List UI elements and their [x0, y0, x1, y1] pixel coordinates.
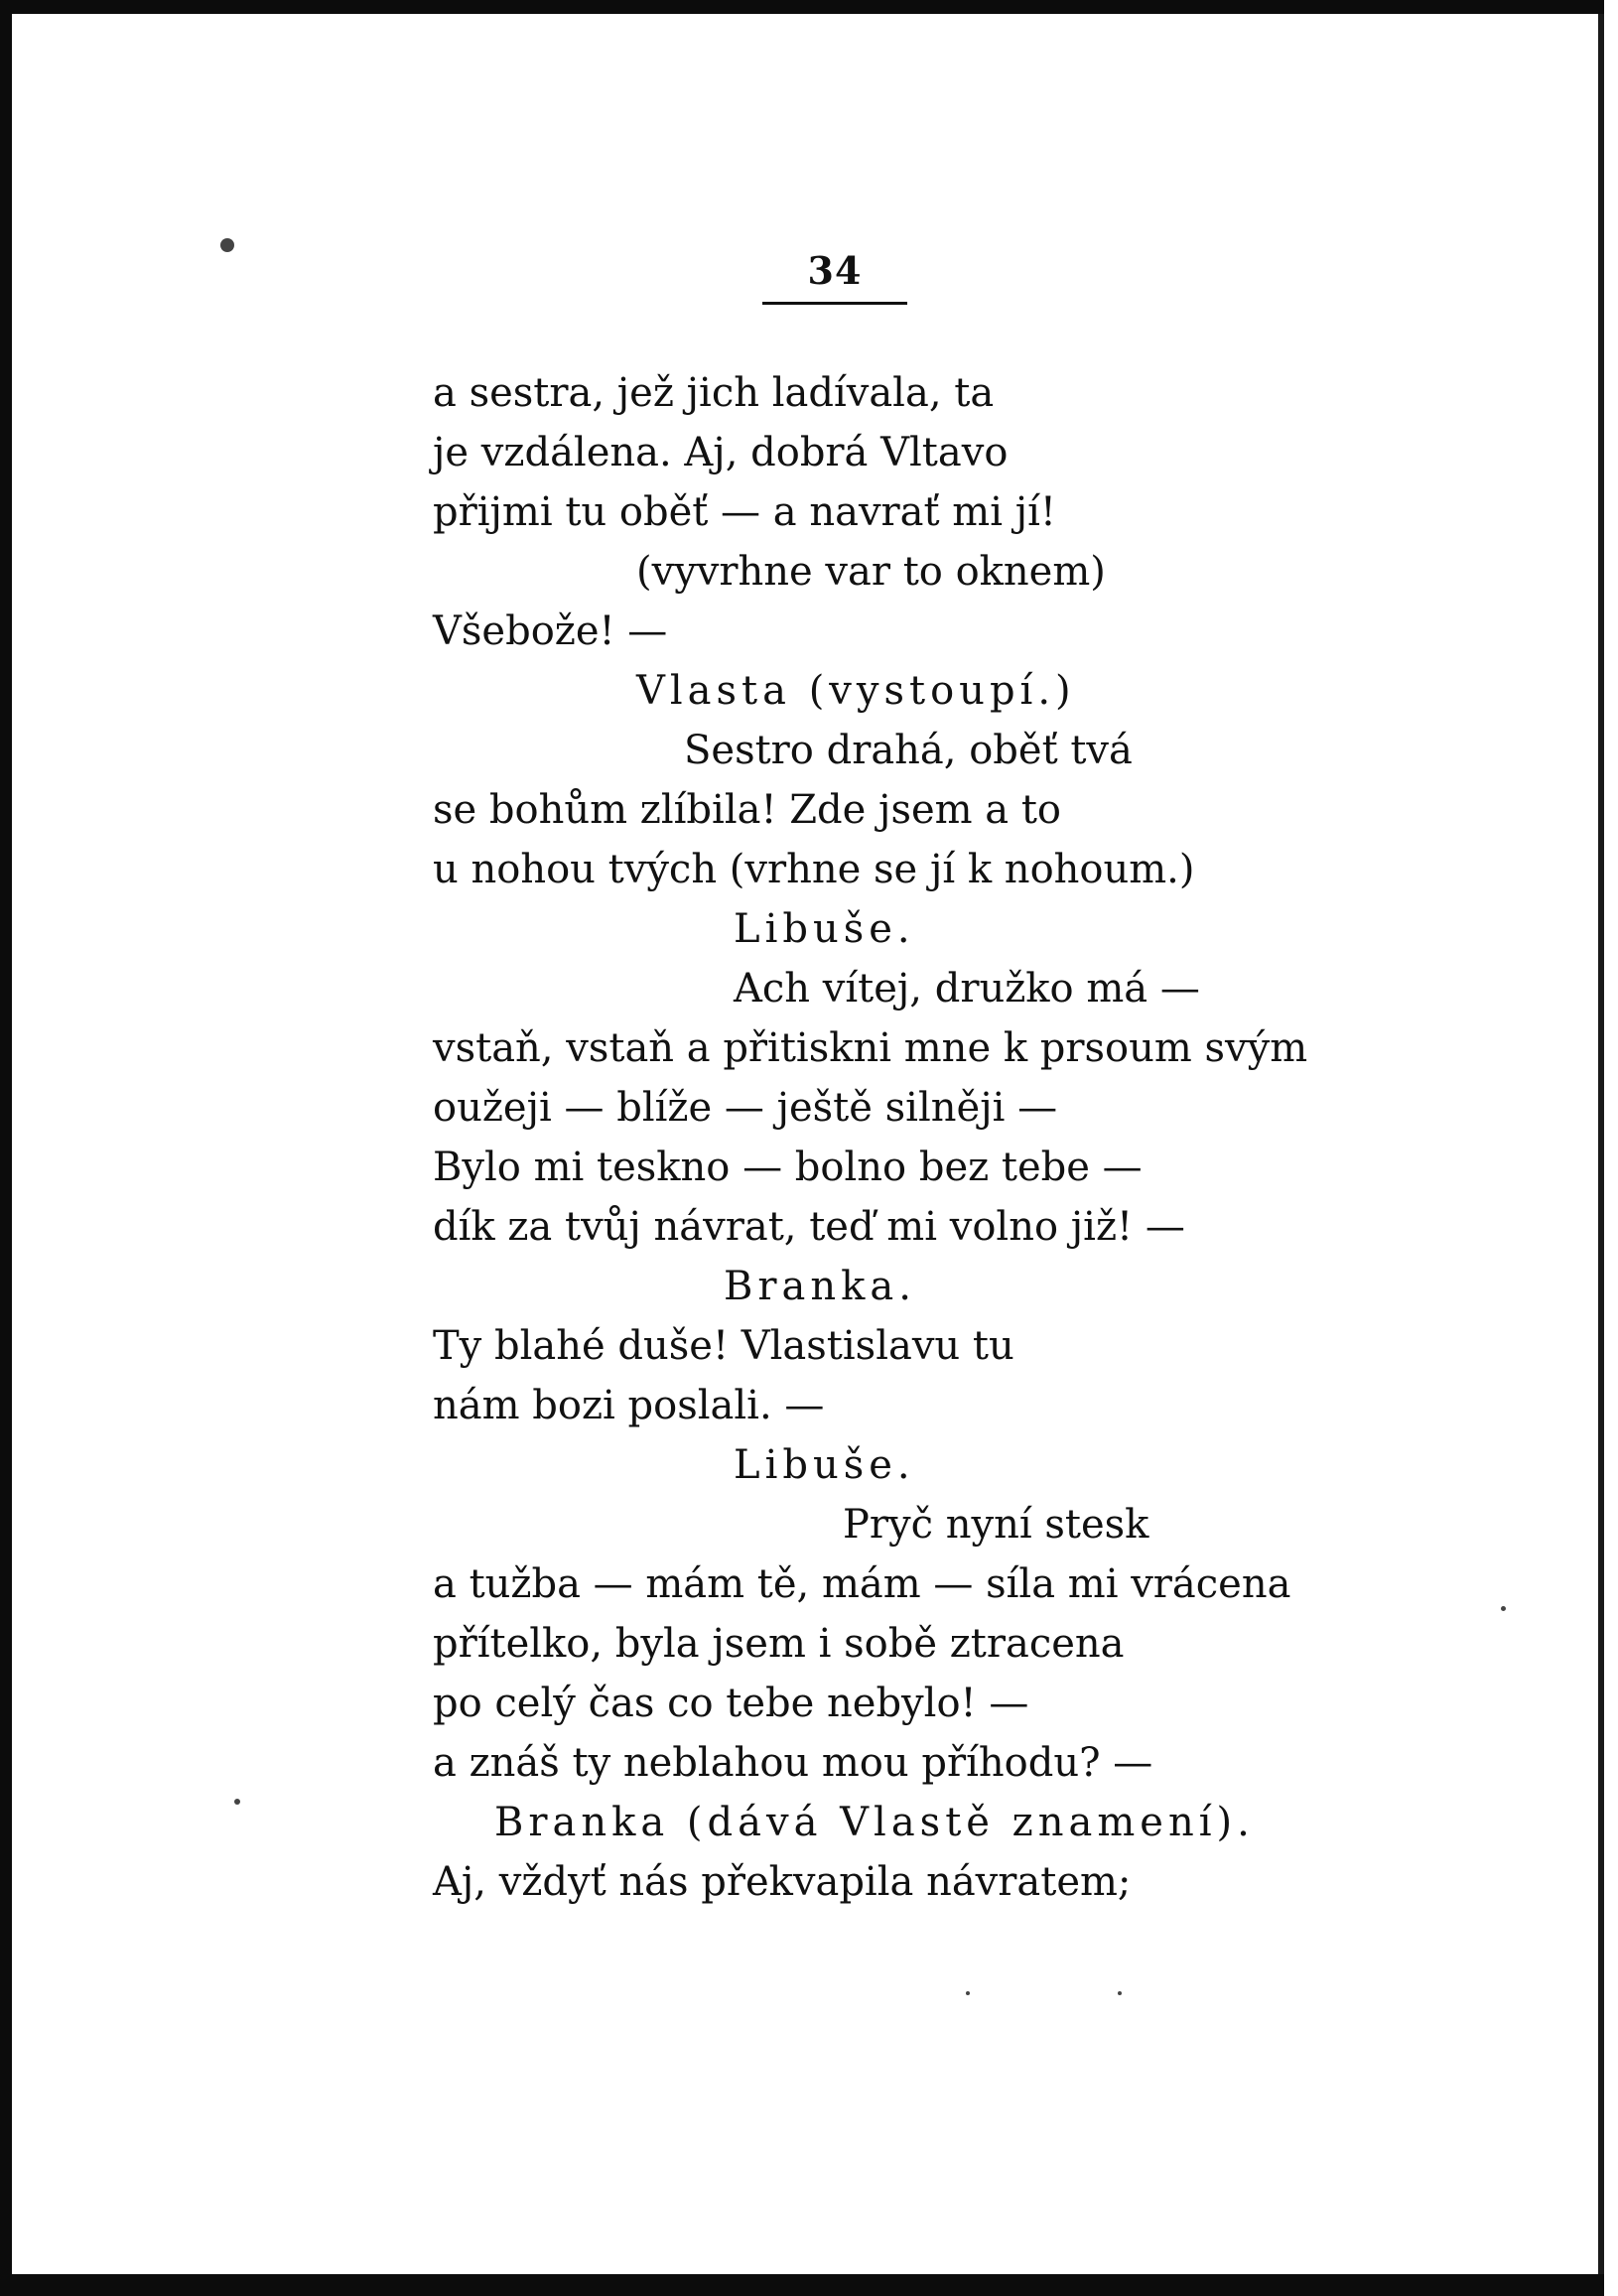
page-number: 34	[807, 248, 863, 293]
verse-line: Pryč nyní stesk	[843, 1502, 1149, 1548]
scan-speck	[1118, 1991, 1122, 1995]
verse-line: a sestra, jež jich ladívala, ta	[433, 370, 995, 416]
verse-line: dík za tvůj návrat, teď mi volno již! —	[433, 1204, 1185, 1250]
verse-line: Bylo mi teskno — bolno bez tebe —	[433, 1145, 1143, 1190]
speaker-heading: Branka.	[724, 1264, 916, 1309]
stage-direction: (vyvrhne var to oknem)	[636, 549, 1106, 595]
play-text	[433, 363, 1425, 1912]
verse-line: u nohou tvých (vrhne se jí k nohoum.)	[433, 847, 1195, 892]
verse-line: přijmi tu oběť — a navrať mi jí!	[433, 489, 1057, 535]
scan-border-right	[1598, 14, 1604, 2274]
verse-line: Ty blahé duše! Vlastislavu tu	[433, 1323, 1014, 1369]
page-number-rule	[762, 302, 907, 305]
scan-border-top	[0, 0, 1618, 14]
speaker-heading: Branka (dává Vlastě znamení).	[494, 1800, 1255, 1845]
verse-line: a znáš ty neblahou mou příhodu? —	[433, 1740, 1153, 1786]
verse-line: nám bozi poslali. —	[433, 1383, 825, 1428]
verse-line: se bohům zlíbila! Zde jsem a to	[433, 787, 1062, 833]
scan-speck	[234, 1799, 240, 1805]
verse-line: Sestro drahá, oběť tvá	[684, 728, 1133, 773]
verse-line: Všebože! —	[433, 608, 668, 654]
verse-line: Aj, vždyť nás překvapila návratem;	[433, 1859, 1132, 1905]
verse-line: vstaň, vstaň a přitiskni mne k prsoum svým	[433, 1025, 1308, 1071]
speaker-heading: Libuše.	[734, 906, 915, 952]
scan-speck	[220, 238, 234, 252]
scan-speck	[1501, 1606, 1506, 1611]
speaker-heading: Libuše.	[734, 1442, 915, 1488]
verse-line: je vzdálena. Aj, dobrá Vltavo	[433, 430, 1009, 475]
verse-line: oužeji — blíže — ještě silněji —	[433, 1085, 1058, 1131]
verse-line: po celý čas co tebe nebylo! —	[433, 1681, 1029, 1726]
verse-line: přítelko, byla jsem i sobě ztracena	[433, 1621, 1125, 1667]
scan-speck	[966, 1991, 970, 1995]
speaker-heading: Vlasta (vystoupí.)	[636, 668, 1076, 714]
verse-line: a tužba — mám tě, mám — síla mi vrácena	[433, 1561, 1291, 1607]
verse-line: Ach vítej, družko má —	[734, 966, 1200, 1012]
scan-border-left	[0, 0, 12, 2296]
scan-border-bottom	[0, 2274, 1618, 2296]
scan-border-right-edge	[1604, 0, 1618, 2296]
